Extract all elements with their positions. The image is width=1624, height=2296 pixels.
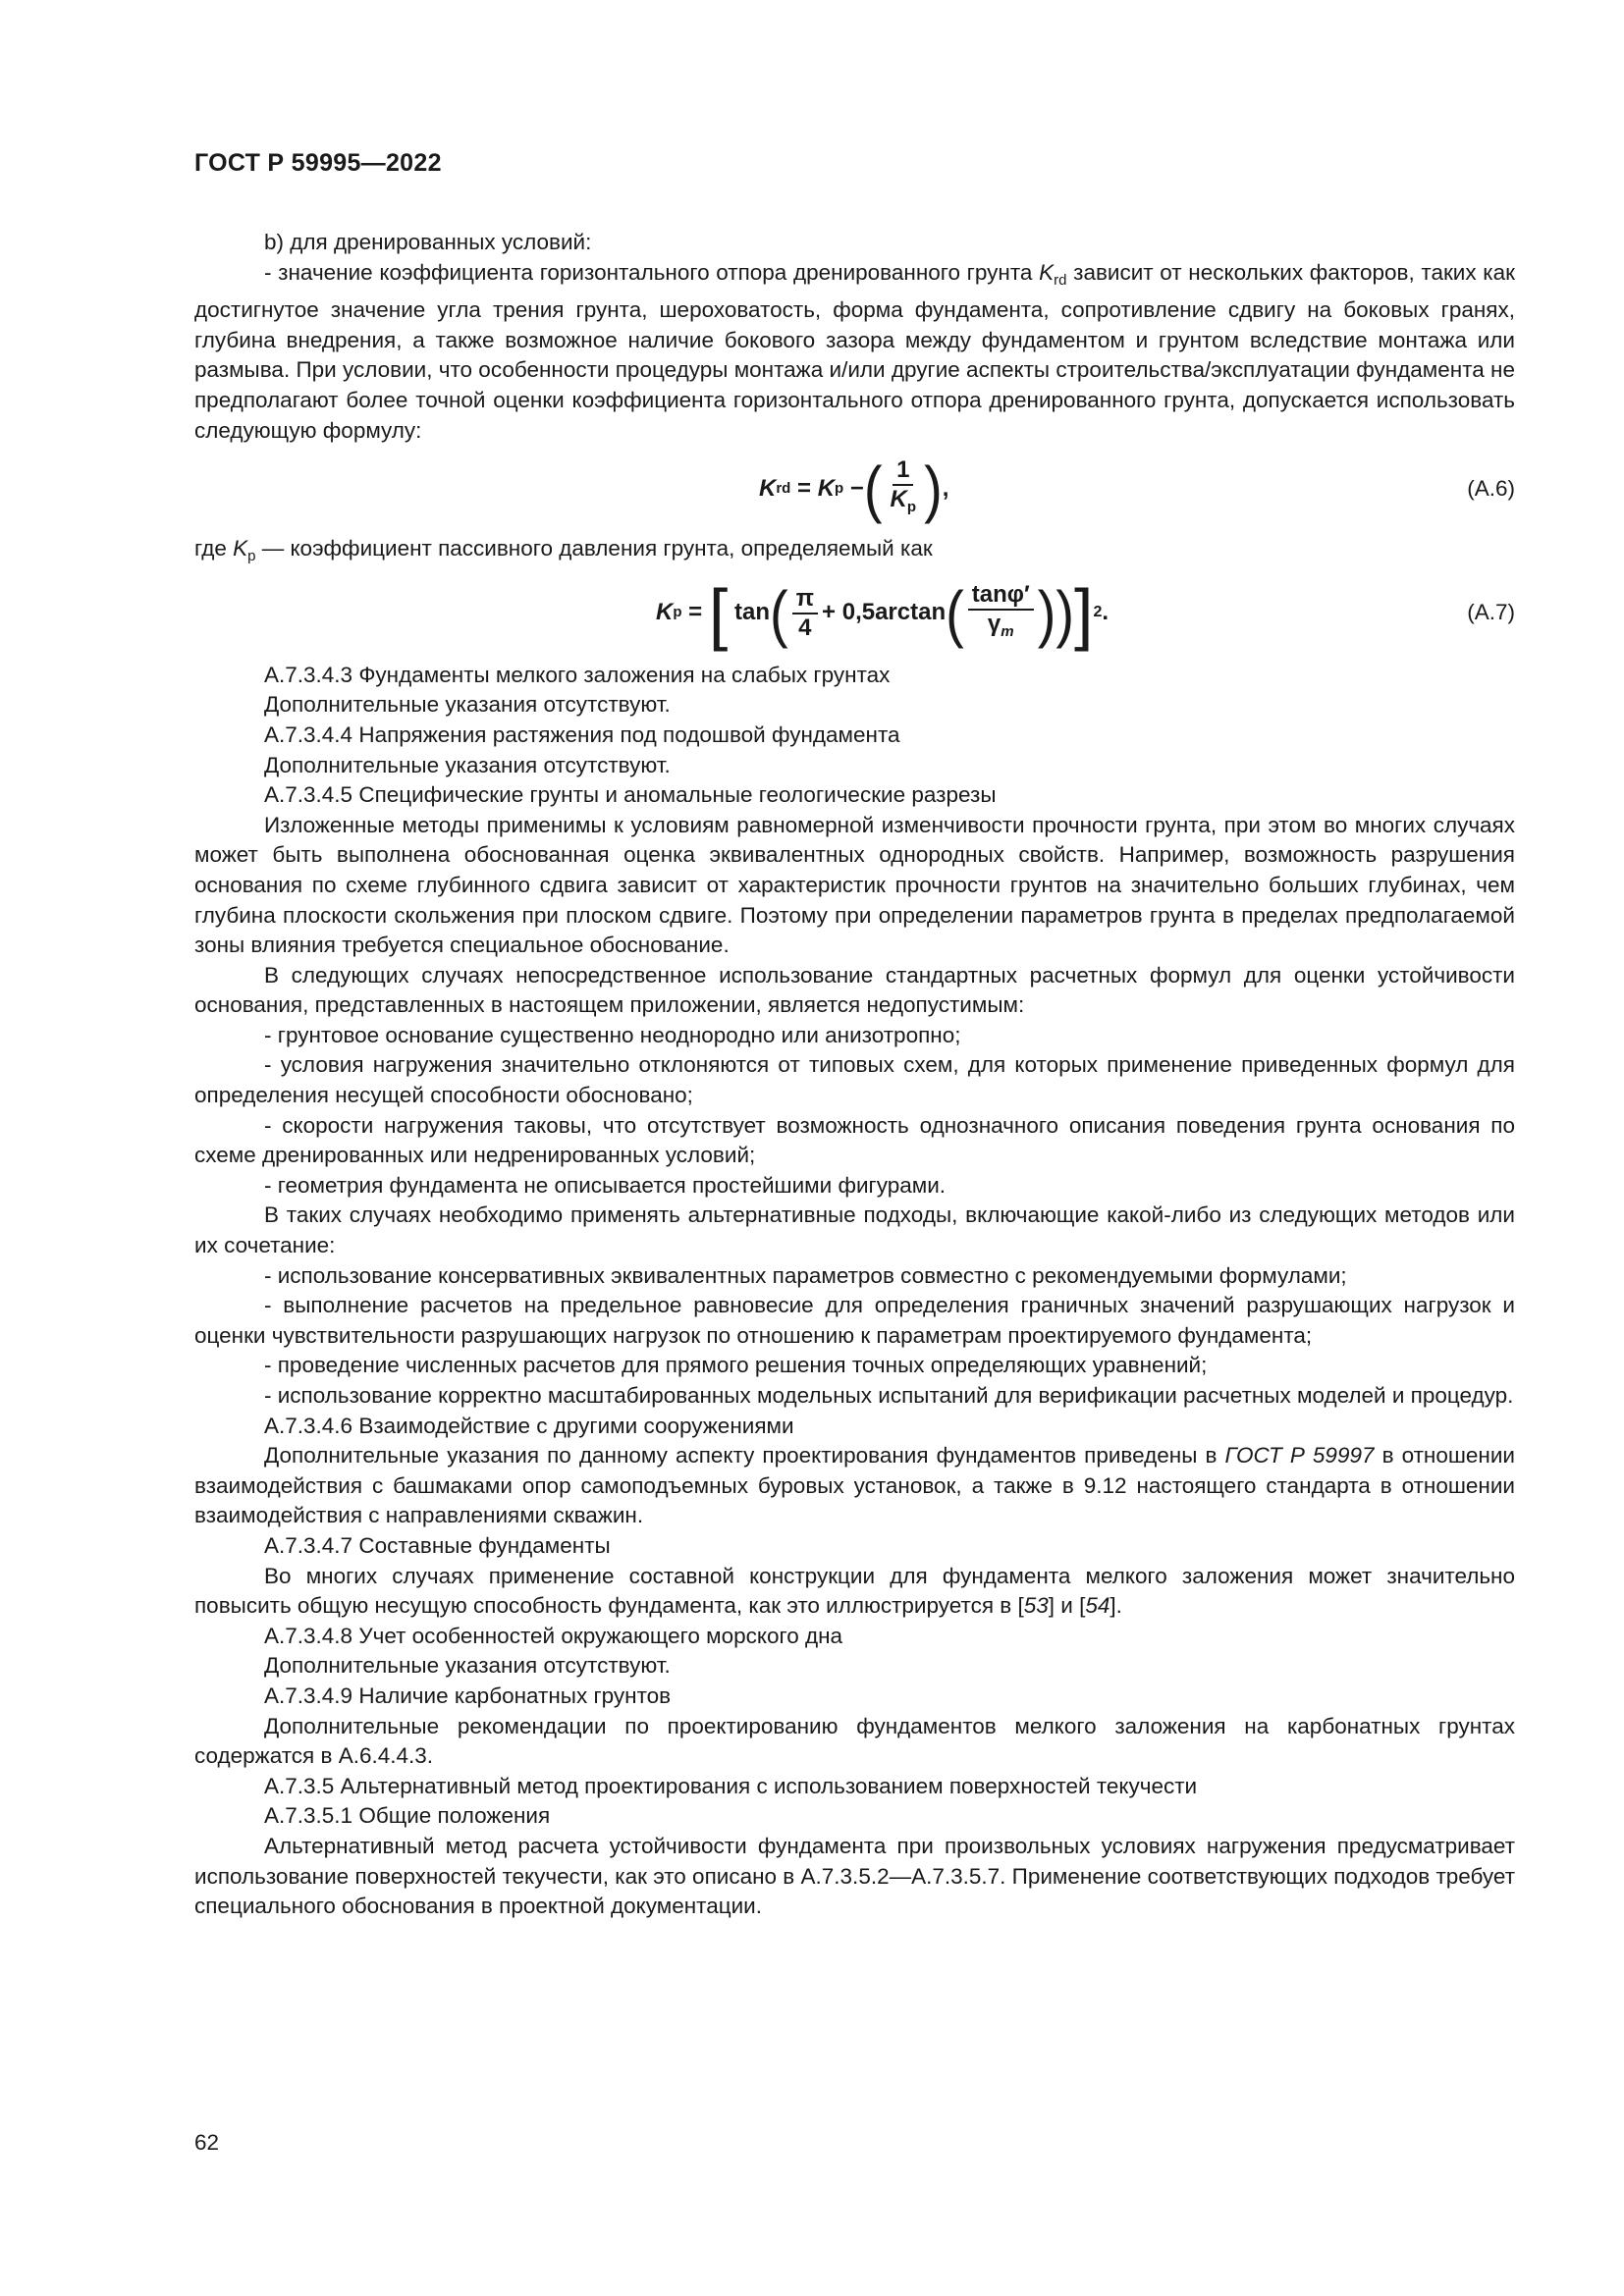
list-item-1: - грунтовое основание существенно неоднородно или анизотропно; <box>264 1022 961 1047</box>
list-item-4: - геометрия фундамента не описывается простейшими фигурами. <box>264 1172 947 1198</box>
paragraph-interaction: Дополнительные указания по данному аспекту проектирования фундаментов приведены в ГОСТ Р 59997 в отношении взаимодействия с башмаками опор самоподъемных буровых установок, а также в 9.12 настоящего стандарта в отношении взаимодействия с направлениями скважин. <box>194 1443 1515 1528</box>
bibliography-reference: 54 <box>1085 1593 1110 1619</box>
paragraph-composite: Во многих случаях применение составной конструкции для фундамента мелкого заложения может значительно повысить общую несущую способность фундамента, как это иллюстрируется в [53] и [54]. <box>194 1563 1515 1619</box>
heading-a735: А.7.3.5 Альтернативный метод проектирования с использованием поверхностей текучести <box>264 1773 1198 1798</box>
heading-a7345: А.7.3.4.5 Специфические грунты и аномальные геологические разрезы <box>264 782 997 808</box>
heading-a7348: А.7.3.4.8 Учет особенностей окружающего морского дна <box>264 1623 843 1648</box>
list-item-5: - использование консервативных эквивалентных параметров совместно с рекомендуемыми формулами; <box>264 1262 1347 1288</box>
list-item-8: - использование корректно масштабированных модельных испытаний для верификации расчетных моделей и процедур. <box>264 1383 1514 1408</box>
paragraph-methods: Изложенные методы применимы к условиям равномерной изменчивости прочности грунта, при этом во многих случаях может быть выполнена обоснованная оценка эквивалентных однородных свойств. Например, возможность разрушения основания по схеме глубинного сдвига зависит от характеристик прочности грунтов на значительно больших глубинах, чем глубина плоскости скольжения при плоском сдвиге. Поэтому при определении параметров грунта в пределах предполагаемой зоны влияния требуется специальное обоснование. <box>194 812 1515 958</box>
document-body <box>194 228 1515 1922</box>
formula-a7 <box>194 572 1515 655</box>
document-header: ГОСТ Р 59995—2022 <box>194 149 442 177</box>
heading-a7344: А.7.3.4.4 Напряжения растяжения под подошвой фундамента <box>264 721 900 747</box>
paragraph-kp-definition: где $K_p$ — коэффициент пассивного давления грунта, определяемый как <box>194 536 933 565</box>
list-item-6: - выполнение расчетов на предельное равновесие для определения граничных значений разрушающих нагрузок и оценки чувствительности разрушающих нагрузок по отношению к параметрам проектируемого фундамента; <box>194 1293 1515 1348</box>
paragraph-krd-description: - значение коэффициента горизонтального отпора дренированного грунта $K_{rd}$ зависит от нескольких факторов, таких как достигнутое значение угла трения грунта, шероховатость, форма фундамента, сопротивление сдвигу на боковых гранях, глубина внедрения, а также возможное наличие бокового зазора между фундаментом и грунтом вследствие монтажа или размыва. При условии, что особенности процедуры монтажа и/или другие аспекты строительства/эксплуатации фундамента не предполагают более точной оценки коэффициента горизонтального отпора дренированного грунта, допускается использовать следующую формулу: <box>194 259 1516 443</box>
list-item-7: - проведение численных расчетов для прямого решения точных определяющих уравнений; <box>264 1353 1208 1378</box>
heading-a7349: А.7.3.4.9 Наличие карбонатных грунтов <box>264 1682 672 1708</box>
heading-a7351: А.7.3.5.1 Общие положения <box>264 1803 551 1829</box>
paragraph-no-instructions-1: Дополнительные указания отсутствуют. <box>264 692 671 718</box>
paragraph-cases: В следующих случаях непосредственное использование стандартных расчетных формул для оценки устойчивости основания, представленных в настоящем приложении, является недопустимым: <box>194 962 1515 1018</box>
paragraph-no-instructions-2: Дополнительные указания отсутствуют. <box>264 752 671 777</box>
list-item-3: - скорости нагружения таковы, что отсутствует возможность однозначного описания поведения грунта основания по схеме дренированных или недренированных условий; <box>194 1112 1515 1168</box>
heading-a7347: А.7.3.4.7 Составные фундаменты <box>264 1532 611 1558</box>
list-item-2: - условия нагружения значительно отклоняются от типовых схем, для которых применение приведенных формул для определения несущей способности обосновано; <box>194 1052 1515 1108</box>
paragraph-alternatives: В таких случаях необходимо применять альтернативные подходы, включающие какой-либо из следующих методов или их сочетание: <box>194 1202 1515 1258</box>
heading-a7343: А.7.3.4.3 Фундаменты мелкого заложения на слабых грунтах <box>264 662 891 687</box>
standard-reference: ГОСТ Р 59997 <box>1224 1443 1375 1468</box>
formula-a6-number: (А.6) <box>1467 475 1515 501</box>
formula-a6-expression: K rd = K p − ( $\frac{1}{K_p}$ ) , <box>759 453 949 524</box>
paragraph-no-instructions-3: Дополнительные указания отсутствуют. <box>264 1653 671 1679</box>
heading-a7346: А.7.3.4.6 Взаимодействие с другими сооружениями <box>264 1413 794 1438</box>
paragraph-final: Альтернативный метод расчета устойчивости фундамента при произвольных условиях нагружения предусматривает использование поверхностей текучести, как это описано в А.7.3.5.2—А.7.3.5.7. Применение соответствующих подходов требует специального обоснования в проектной документации. <box>194 1833 1515 1919</box>
bibliography-reference: 53 <box>1023 1593 1049 1619</box>
paragraph-carbonate: Дополнительные рекомендации по проектированию фундаментов мелкого заложения на карбонатных грунтах содержатся в А.6.4.4.3. <box>194 1713 1515 1769</box>
paragraph-drained-conditions: b) для дренированных условий: <box>264 230 592 254</box>
page-number: 62 <box>194 2130 220 2155</box>
formula-a7-expression: K p = [ tan ( $\frac{\pi}{4}$ + 0,5arctan ( $\frac{\tan\varphi'}{\gamma_m}$ )) ] 2 . <box>656 574 1110 652</box>
formula-a7-number: (А.7) <box>1467 600 1515 625</box>
formula-a6 <box>194 450 1515 528</box>
